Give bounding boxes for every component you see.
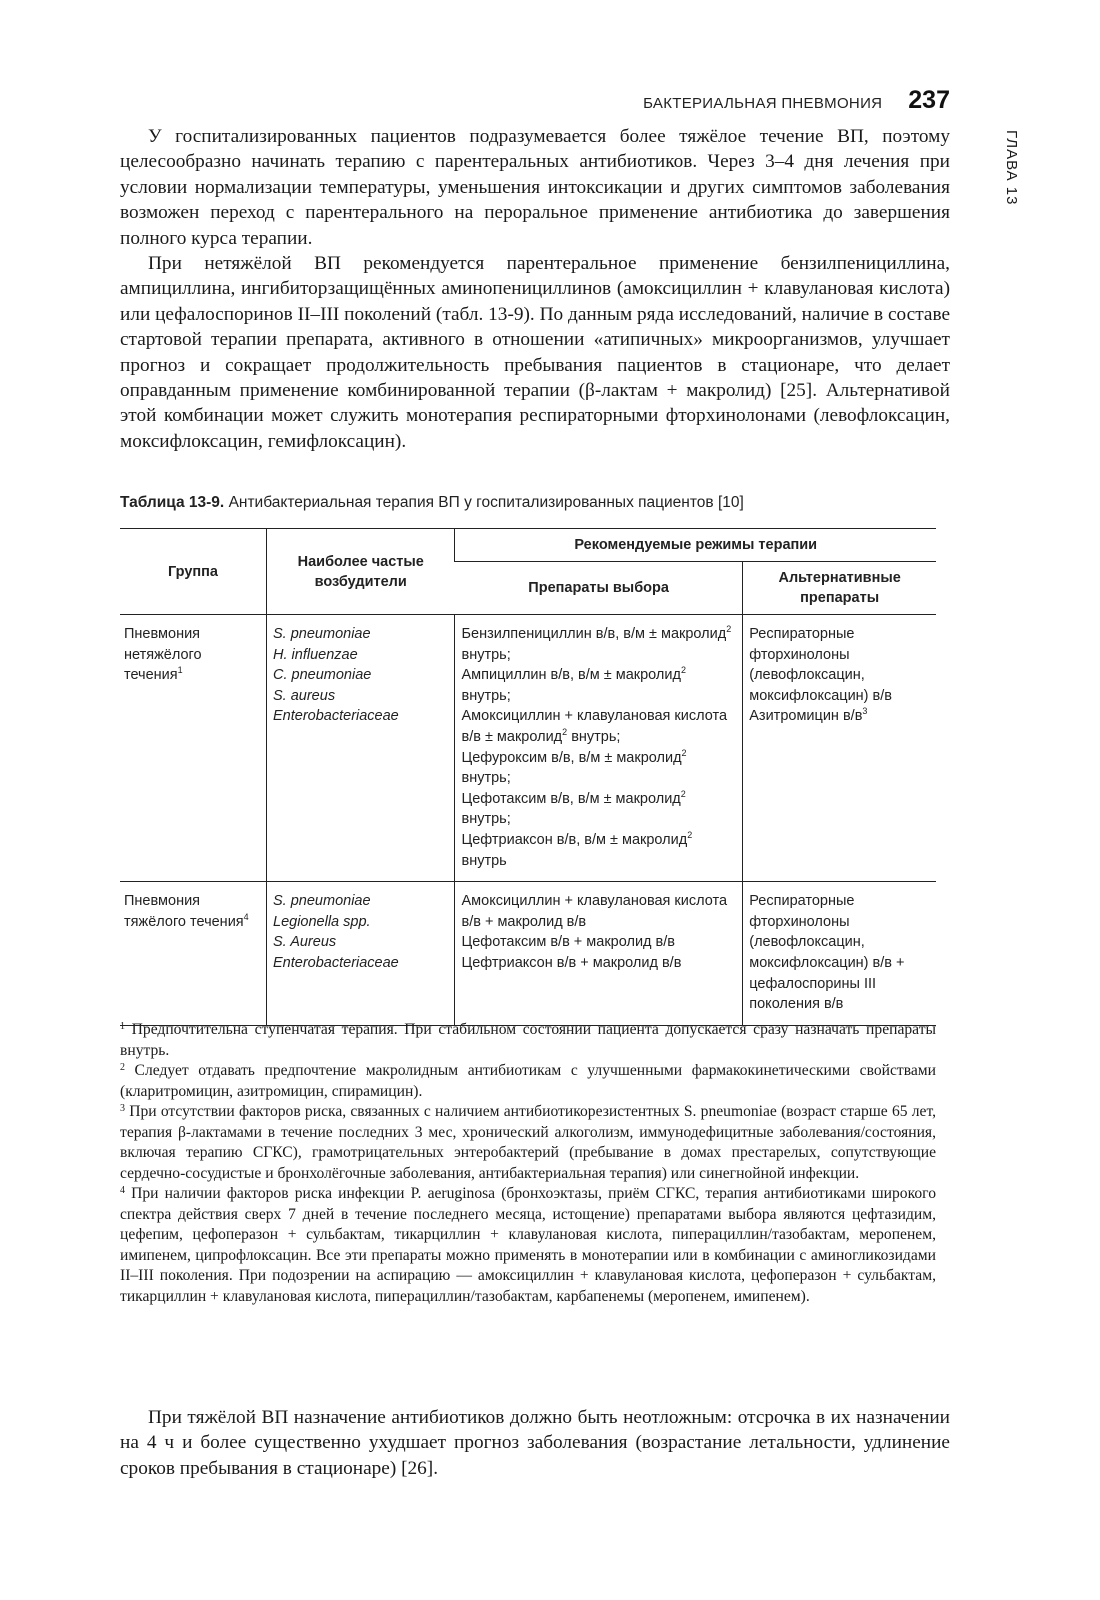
footnote-text: Предпочтительна ступенчатая терапия. При стабильном состоянии пациента допускается сразу назначать препараты внутрь. <box>120 1021 936 1059</box>
cell-pathogens <box>267 615 455 882</box>
paragraph: При нетяжёлой ВП рекомендуется парентеральное применение бензилпенициллина, ампициллина, ингибиторзащищённых аминопенициллинов (амоксициллин + клавулановая кислота) или цефалоспоринов II–III поколений (табл. 13-9). По данным ряда исследований, наличие в составе стартовой терапии препарата, активного в отношении «атипичных» микроорганизмов, улучшает прогноз и сокращает продолжительность пребывания пациентов в стационаре, что делает оправданным применение комбинированной терапии (β-лактам + макролид) [25]. Альтернативой этой комбинации может служить монотерапия респираторными фторхинолонами (левофлоксацин, моксифлоксацин, гемифлоксацин). <box>120 253 950 452</box>
drug-text: Респираторные фторхинолоны (левофлоксацин, моксифлоксацин) в/в + цефалоспорины III поколения в/в <box>749 893 905 1013</box>
drug-text: Цефотаксим в/в + макролид в/в <box>461 934 675 951</box>
footnote-mark: 1 <box>120 1021 125 1032</box>
cell-choice <box>455 882 743 1026</box>
chapter-tab-label: ГЛАВА 13 <box>1003 130 1020 206</box>
choice-item <box>461 665 736 706</box>
choice-item <box>461 624 736 665</box>
alternative-item <box>749 706 930 727</box>
footnote-ref: 2 <box>687 829 693 840</box>
pathogen-item: S. pneumoniae <box>273 626 371 642</box>
footnote <box>120 1184 936 1307</box>
choice-item <box>461 891 736 932</box>
header-regimens: Рекомендуемые режимы терапии <box>455 529 936 562</box>
footnote-ref: 2 <box>680 665 686 676</box>
alternative-item <box>749 891 930 1015</box>
cell-group <box>120 615 267 882</box>
footnote-ref: 4 <box>243 911 249 922</box>
footnote <box>120 1102 936 1184</box>
table-row <box>120 882 936 1026</box>
drug-text: Бензилпенициллин в/в, в/м ± макролид <box>461 626 727 642</box>
body-text-top <box>120 124 950 454</box>
choice-item <box>461 830 736 871</box>
drug-route: внутрь; <box>461 646 511 663</box>
pathogen-item: Enterobacteriaceae <box>273 708 399 725</box>
choice-item <box>461 706 736 747</box>
body-text-bottom <box>120 1405 950 1481</box>
footnote-text: При наличии факторов риска инфекции P. aeruginosa (бронхоэктазы, приём СГКС, терапия антибиотиками широкого спектра действия сверх 7 дней в течение последнего месяца, истощение) препаратами выбора являются цефтазидим, цефепим, цефоперазон + сульбактам, тикарциллин + клавулановая кислота, пиперациллин/тазобактам, меропенем, имипенем, ципрофлоксацин. Все эти препараты можно применять в монотерапии или в комбинации с аминогликозидами II–III поколения. При подозрении на аспирацию — амоксициллин + клавулановая кислота, цефоперазон + сульбактам, тикарциллин + клавулановая кислота, пиперациллин/тазобактам, карбапенемы (меропенем, имипенем). <box>120 1185 936 1305</box>
cell-pathogens <box>267 882 455 1026</box>
drug-text: Цефтриаксон в/в, в/м ± макролид <box>461 831 688 848</box>
drug-text: Респираторные фторхинолоны (левофлоксацин, моксифлоксацин) в/в <box>749 626 892 704</box>
cell-alternative <box>743 882 936 1026</box>
drug-route: внутрь; <box>461 770 511 787</box>
footnote-text: При отсутствии факторов риска, связанных с наличием антибиотикорезистентных S. pneumoniae (возраст старше 65 лет, терапия β-лактамами в течение последних 3 мес, хронический алкоголизм, иммунодефицитные заболевания/состояния, включая терапию СГКС), грамотрицательных энтеробактерий (пребывание в домах престарелых, сопутствующие сердечно-сосудистые и бронхолёгочные заболевания, антибактериальная терапия) или синегнойной инфекции. <box>120 1103 936 1182</box>
drug-text: Азитромицин в/в <box>749 708 863 725</box>
header-pathogens: Наиболее частые возбудители <box>267 529 455 615</box>
drug-text: Амоксициллин + клавулановая кислота в/в ± макролид <box>461 708 728 745</box>
footnote-text: Следует отдавать предпочтение макролидным антибиотикам с улучшенными фармакокинетическими свойствами (кларитромицин, азитромицин, спирамицин). <box>120 1062 936 1100</box>
pathogen-item: S. pneumoniae <box>273 893 371 910</box>
table-caption <box>120 494 950 512</box>
cell-group <box>120 882 267 1026</box>
cell-alternative <box>743 615 936 882</box>
drug-route: внутрь; <box>567 728 621 745</box>
drug-text: Ампициллин в/в, в/м ± макролид <box>461 667 681 684</box>
table-caption-label: Таблица 13-9. <box>120 494 225 511</box>
pathogen-item: C. pneumoniae <box>273 667 372 684</box>
header-choice: Препараты выбора <box>455 562 743 615</box>
choice-item <box>461 789 736 830</box>
header-group: Группа <box>120 529 267 615</box>
group-label: Пневмония нетяжёлого течения <box>124 626 202 684</box>
choice-item <box>461 748 736 789</box>
page-number: 237 <box>908 86 950 114</box>
drug-route: внутрь; <box>461 811 511 828</box>
footnote <box>120 1020 936 1061</box>
pathogen-item: Legionella spp. <box>273 913 371 930</box>
drug-route: внутрь; <box>461 687 511 704</box>
footnote-ref: 1 <box>177 665 183 676</box>
table-row <box>120 615 936 882</box>
header-alternative: Альтернативные препараты <box>743 562 936 615</box>
footnotes <box>120 1020 936 1307</box>
paragraph: У госпитализированных пациентов подразумевается более тяжёлое течение ВП, поэтому целесообразно начинать терапию с парентеральных антибиотиков. Через 3–4 дня лечения при условии нормализации температуры, уменьшения интоксикации и других симптомов заболевания возможен переход с парентерального на пероральное применение антибиотика до завершения полного курса терапии. <box>120 126 950 249</box>
pathogen-item: Enterobacteriaceae <box>273 954 399 971</box>
table-body <box>120 615 936 1026</box>
footnote-ref: 2 <box>726 624 732 634</box>
choice-item <box>461 932 736 953</box>
drug-text: Цефотаксим в/в, в/м ± макролид <box>461 790 681 807</box>
footnote <box>120 1061 936 1102</box>
drug-route: внутрь <box>461 852 507 869</box>
table-caption-text: Антибактериальная терапия ВП у госпитализированных пациентов [10] <box>228 494 744 511</box>
footnote-ref: 2 <box>680 788 686 799</box>
section-title: БАКТЕРИАЛЬНАЯ ПНЕВМОНИЯ <box>643 95 883 112</box>
therapy-table-wrapper <box>120 528 936 1026</box>
drug-text: Цефтриаксон в/в + макролид в/в <box>461 954 682 971</box>
drug-text: Амоксициллин + клавулановая кислота в/в + макролид в/в <box>461 893 728 930</box>
footnote-mark: 2 <box>120 1062 125 1073</box>
alternative-item <box>749 624 930 706</box>
choice-item <box>461 953 736 974</box>
footnote-mark: 3 <box>120 1103 125 1114</box>
footnote-mark: 4 <box>120 1185 125 1196</box>
running-head <box>120 86 950 115</box>
footnote-ref: 3 <box>862 706 868 717</box>
chapter-tab <box>1000 130 1024 220</box>
pathogen-item: S. Aureus <box>273 934 337 951</box>
pathogen-item: S. aureus <box>273 687 336 704</box>
paragraph: При тяжёлой ВП назначение антибиотиков должно быть неотложным: отсрочка в их назначении на 4 ч и более существенно ухудшает прогноз заболевания (возрастание летальности, удлинение сроков пребывания в стационаре) [26]. <box>120 1407 950 1479</box>
therapy-table <box>120 528 936 1026</box>
footnote-ref: 2 <box>562 726 568 737</box>
drug-text: Цефуроксим в/в, в/м ± макролид <box>461 749 682 766</box>
pathogen-item: H. influenzae <box>273 646 358 663</box>
cell-choice <box>455 615 743 882</box>
footnote-ref: 2 <box>681 747 687 758</box>
group-label: Пневмония тяжёлого течения <box>124 893 244 930</box>
